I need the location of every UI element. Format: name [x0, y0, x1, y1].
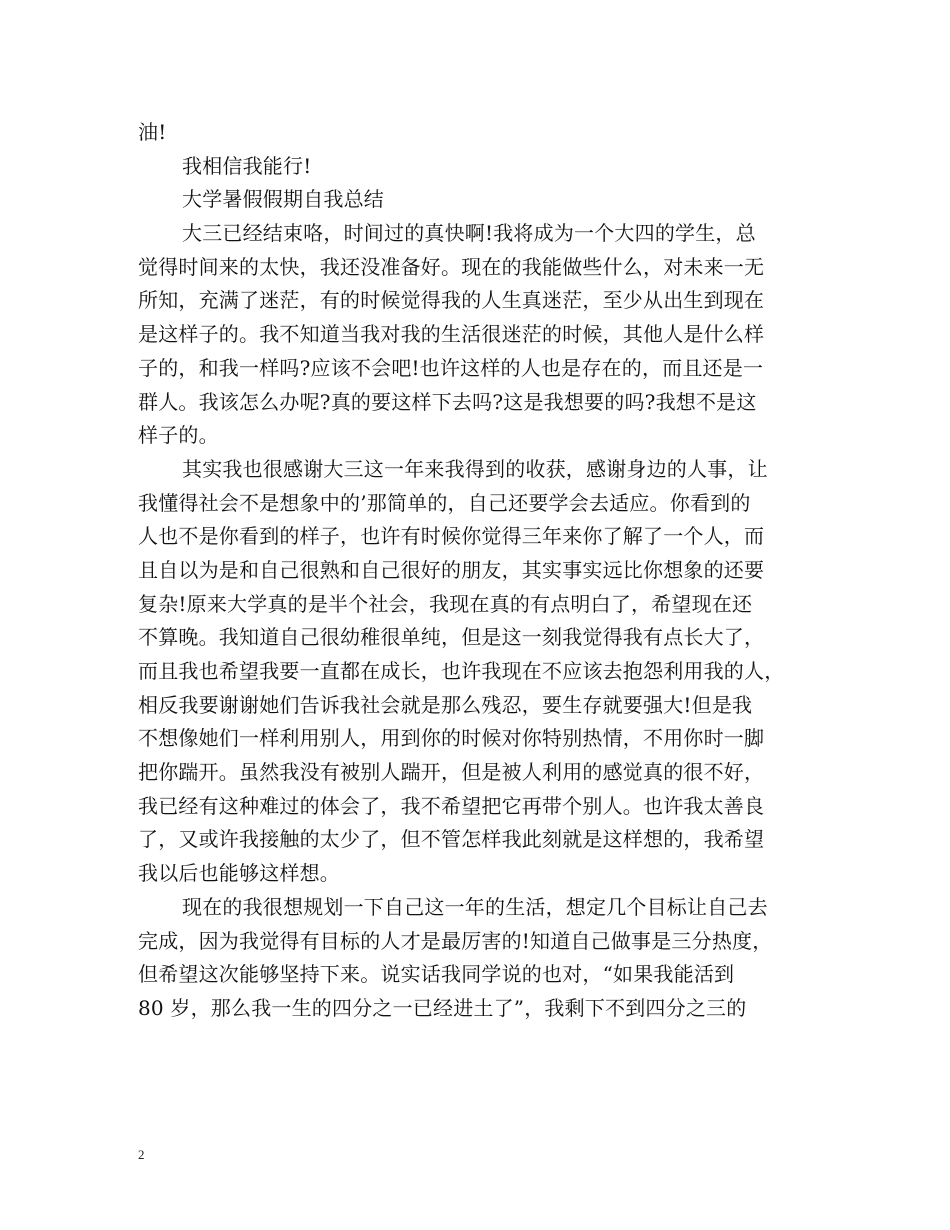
text-line: 样子的。: [138, 423, 219, 448]
text-line: 群人。我该怎么办呢?真的要这样下去吗?这是我想要的吗?我想不是这: [138, 389, 757, 414]
text-line: 现在的我很想规划一下自己这一年的生活，想定几个目标让自己去: [182, 894, 768, 919]
text-line: 我已经有这种难过的体会了，我不希望把它再带个别人。也许我太善良: [138, 793, 765, 818]
text-line: 所知，充满了迷茫，有的时候觉得我的人生真迷茫，至少从出生到现在: [138, 288, 765, 313]
text-line: 大三已经结束咯，时间过的真快啊!我将成为一个大四的学生，总: [182, 221, 756, 246]
text-line: 复杂!原来大学真的是半个社会，我现在真的有点明白了，希望现在还: [138, 591, 753, 616]
text-line: 完成，因为我觉得有目标的人才是最厉害的!知道自己做事是三分热度，: [138, 928, 773, 953]
text-line: 且自以为是和自己很熟和自己很好的朋友，其实事实远比你想象的还要: [138, 557, 765, 582]
text-line: 是这样子的。我不知道当我对我的生活很迷茫的时候，其他人是什么样: [138, 322, 765, 347]
page-number: 2: [138, 1147, 145, 1162]
text-line: 我懂得社会不是想象中的’那简单的，自己还要学会去适应。你看到的: [138, 490, 751, 515]
text-line: 但希望这次能够坚持下来。说实话我同学说的也对，“如果我能活到: [138, 962, 735, 987]
text-line: 相反我要谢谢她们告诉我社会就是那么残忍，要生存就要强大!但是我: [138, 692, 753, 717]
text-line: 不想像她们一样利用别人，用到你的时候对你特别热情，不用你时一脚: [138, 726, 765, 751]
document-body: [138, 116, 818, 1026]
text-line: 觉得时间来的太快，我还没准备好。现在的我能做些什么，对未来一无: [138, 254, 765, 279]
text-line: 大学暑假假期自我总结: [182, 187, 384, 212]
text-line: 油!: [138, 120, 167, 144]
text-line: 我以后也能够这样想。: [138, 861, 340, 886]
text-line: 把你踹开。虽然我没有被别人踹开，但是被人利用的感觉真的很不好，: [138, 760, 765, 785]
text-line: 而且我也希望我要一直都在成长，也许我现在不应该去抱怨利用我的人，: [138, 659, 785, 683]
text-line: 其实我也很感谢大三这一年来我得到的收获，感谢身边的人事，让: [182, 456, 768, 481]
text-line: 了，又或许我接触的太少了，但不管怎样我此刻就是这样想的，我希望: [138, 827, 765, 852]
text-line: 不算晚。我知道自己很幼稚很单纯，但是这一刻我觉得我有点长大了，: [138, 625, 765, 650]
text-line: 人也不是你看到的样子，也许有时候你觉得三年来你了解了一个人，而: [138, 524, 765, 549]
text-line: 80 岁，那么我一生的四分之一已经进土了”，我剩下不到四分之三的: [138, 995, 747, 1020]
text-line: 我相信我能行!: [182, 153, 312, 178]
text-line: 子的，和我一样吗?应该不会吧!也许这样的人也是存在的，而且还是一: [138, 355, 764, 380]
